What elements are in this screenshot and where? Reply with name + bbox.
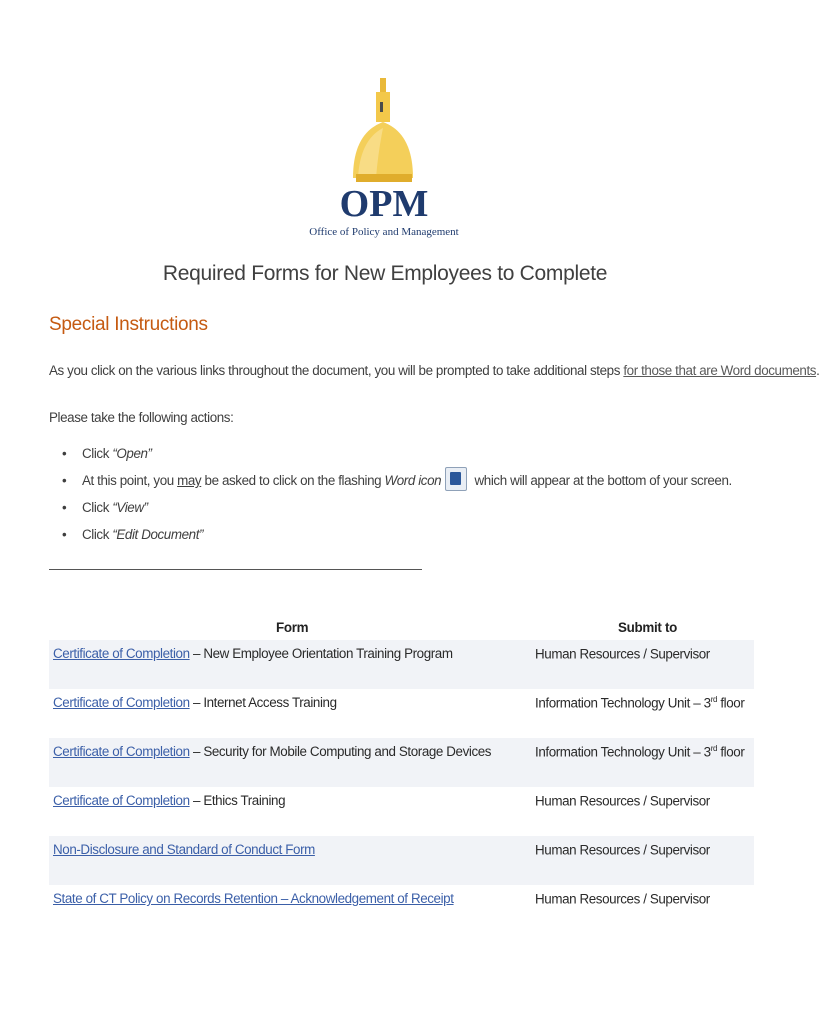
divider-line [49, 569, 422, 570]
intro-underlined-text: for those that are Word documents [623, 363, 817, 378]
form-cell [53, 842, 315, 857]
document-title: Required Forms for New Employees to Complete [162, 262, 608, 285]
intro-text: As you click on the various links throughout the document, you will be prompted to take additional steps [49, 363, 624, 378]
form-cell [53, 891, 454, 906]
form-link[interactable]: State of CT Policy on Records Retention – Acknowledgement of Receipt [53, 891, 454, 906]
action-italic: “Edit Document” [112, 527, 204, 542]
form-description: – New Employee Orientation Training Program [189, 646, 453, 661]
action-italic: “View” [112, 500, 148, 515]
form-link[interactable]: Certificate of Completion [53, 695, 190, 710]
action-text: Click [82, 527, 113, 542]
submit-to-cell [535, 744, 744, 759]
table-row [49, 689, 754, 738]
please-text: Please take the following actions: [49, 410, 234, 425]
form-description: – Security for Mobile Computing and Storage Devices [189, 744, 492, 759]
form-description: – Internet Access Training [189, 695, 337, 710]
capitol-dome-icon [309, 78, 459, 248]
action-text: Click [82, 446, 113, 461]
opm-logo [309, 78, 459, 248]
submit-to-text: Human Resources / Supervisor [535, 842, 710, 858]
submit-to-end: floor [717, 695, 745, 711]
submit-to-cell [535, 695, 744, 710]
action-item-view [60, 494, 732, 521]
form-link[interactable]: Non-Disclosure and Standard of Conduct Form [53, 842, 315, 857]
submit-to-cell [535, 891, 710, 906]
action-item-open [60, 440, 732, 467]
form-cell [53, 695, 337, 710]
submit-to-text: Human Resources / Supervisor [535, 793, 710, 809]
form-link[interactable]: Certificate of Completion [53, 793, 190, 808]
form-cell [53, 793, 285, 808]
action-item-word-icon [60, 467, 732, 494]
action-text: At this point, you [82, 473, 178, 488]
table-row [49, 787, 754, 836]
table-row [49, 836, 754, 885]
submit-to-text: Human Resources / Supervisor [535, 646, 710, 662]
action-list [60, 440, 732, 548]
section-heading: Special Instructions [49, 314, 208, 335]
opm-logo-subtext: Office of Policy and Management [309, 226, 459, 238]
submit-to-cell [535, 646, 710, 661]
action-underline: may [177, 473, 202, 488]
action-italic: “Open” [112, 446, 152, 461]
opm-logo-text: OPM [339, 183, 429, 225]
submit-to-cell [535, 842, 710, 857]
table-row [49, 640, 754, 689]
table-row [49, 738, 754, 787]
submit-to-text: Human Resources / Supervisor [535, 891, 710, 907]
action-text: be asked to click on the flashing [201, 473, 385, 488]
submit-to-sup: rd [710, 744, 718, 753]
column-header-form: Form [276, 620, 309, 635]
submit-to-end: floor [717, 744, 745, 760]
action-italic: Word icon [384, 473, 442, 488]
table-row [49, 885, 754, 934]
action-text: which will appear at the bottom of your screen. [471, 473, 732, 488]
form-description: – Ethics Training [189, 793, 286, 808]
action-text: Click [82, 500, 113, 515]
submit-to-text: Information Technology Unit – 3 [535, 744, 711, 760]
form-link[interactable]: Certificate of Completion [53, 744, 190, 759]
action-item-edit [60, 521, 732, 548]
intro-paragraph [49, 363, 819, 378]
form-link[interactable]: Certificate of Completion [53, 646, 190, 661]
submit-to-sup: rd [710, 695, 718, 704]
submit-to-cell [535, 793, 710, 808]
word-document-icon [445, 467, 467, 491]
form-cell [53, 744, 491, 759]
form-cell [53, 646, 453, 661]
column-header-submit-to: Submit to [618, 620, 678, 635]
submit-to-text: Information Technology Unit – 3 [535, 695, 711, 711]
